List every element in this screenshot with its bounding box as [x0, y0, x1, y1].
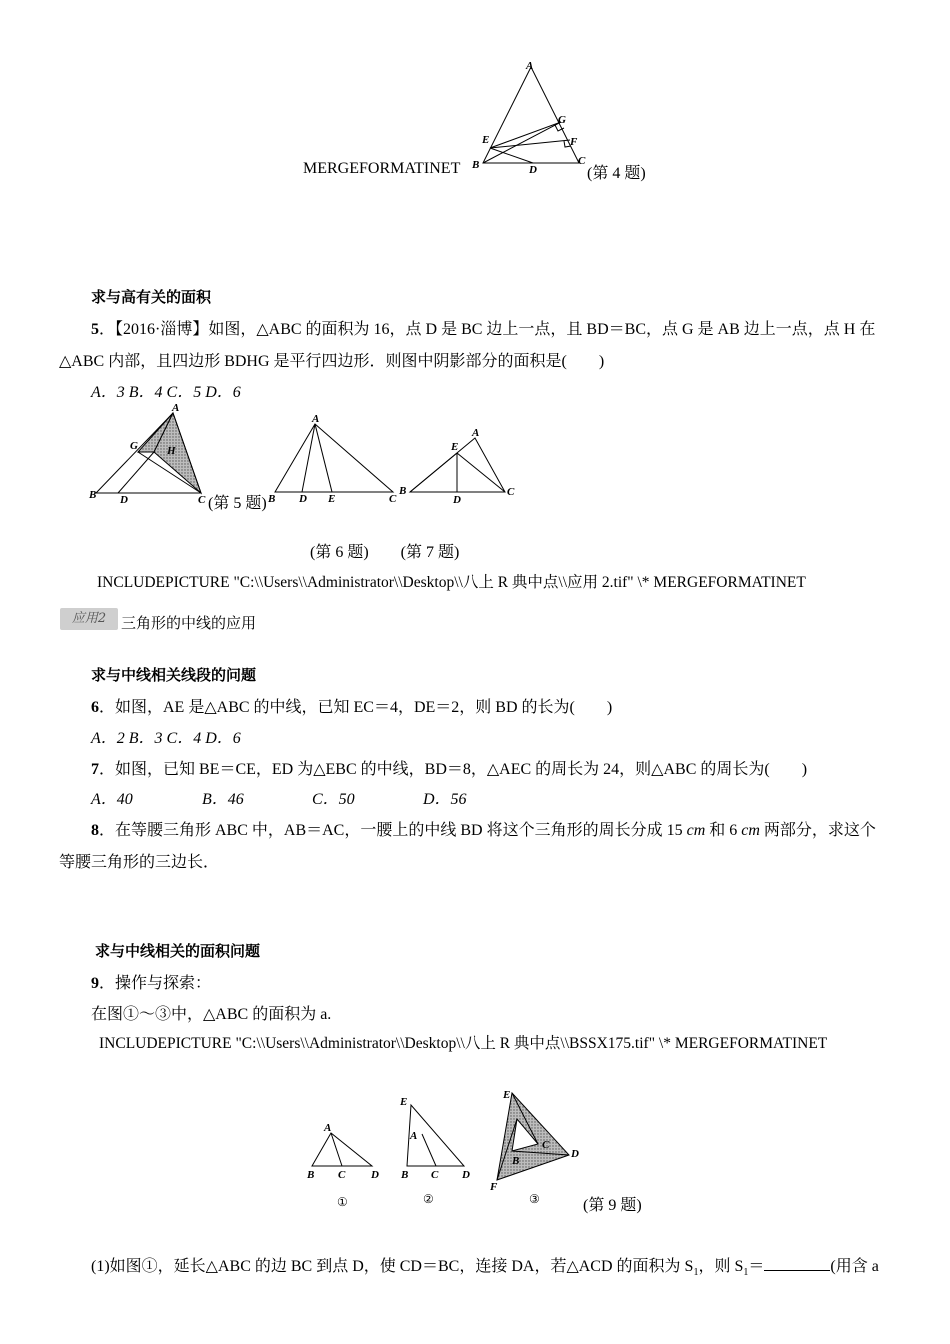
fig7-line-be: [410, 453, 457, 492]
q8-unit-2: cm: [741, 822, 760, 839]
q7-line: [91, 756, 807, 779]
fig5-label-b: B: [89, 489, 97, 501]
q7-text: ．如图，已知 BE＝CE，ED 为△EBC 的中线，BD＝8，△AEC 的周长为 24，则△ABC 的周长为( ): [99, 761, 808, 778]
q9-caption: (第 9 题): [583, 1197, 642, 1214]
fig5-label-a: A: [172, 402, 180, 414]
q7-option-d: D．56: [423, 791, 467, 808]
figure-q4: [470, 58, 590, 178]
fig6-label-e: E: [328, 493, 336, 505]
fig9-2-label-c: C: [431, 1169, 439, 1181]
q7-number: 7: [91, 761, 99, 778]
q5-number: 5: [91, 321, 99, 338]
q5-line1: [91, 316, 875, 339]
captions-q6-q7: (第 6 题) (第 7 题): [310, 544, 460, 561]
fig5-label-g: G: [130, 440, 138, 452]
fig9-1-label-c: C: [338, 1169, 346, 1181]
fig9-3-label-d: D: [571, 1148, 579, 1160]
q8-unit-1: cm: [686, 822, 706, 839]
q5-caption: (第 5 题): [208, 495, 267, 512]
q9-intro: 在图①～③中，△ABC 的面积为 a.: [91, 1006, 332, 1023]
app2-badge: 应用2: [60, 608, 118, 630]
q8-line1: [91, 817, 876, 840]
q7-option-c: C．50: [312, 791, 355, 808]
fig5-line-dh: [118, 452, 154, 493]
fig9-3-label-f: F: [490, 1181, 498, 1193]
q9-title: ．操作与探索：: [99, 975, 212, 992]
fig9-3-label-c: C: [542, 1139, 550, 1151]
fig9-3-label-b: B: [512, 1155, 520, 1167]
q6-number: 6: [91, 699, 99, 716]
fig7-label-d: D: [453, 494, 461, 506]
fig6-label-a: A: [312, 413, 320, 425]
q8-text-a: ．在等腰三角形 ABC 中，AB＝AC，一腰上的中线 BD 将这个三角形的周长分成 15: [99, 822, 687, 839]
q5-options: A．3 B．4 C．5 D．6: [91, 384, 241, 401]
q8-text-b: 和 6: [705, 822, 742, 839]
fig9-1-label: ①: [337, 1195, 348, 1209]
fig7-line-ec: [457, 453, 505, 492]
q9-part1-b: ，则 S: [698, 1258, 744, 1275]
q9-part1: [91, 1253, 879, 1278]
fig9-2-label: ②: [423, 1192, 434, 1206]
fig5-label-d: D: [120, 494, 128, 506]
fig4-label-a: A: [526, 60, 534, 72]
heading-median-area: 求与中线相关的面积问题: [95, 942, 261, 960]
figure-q5: [88, 400, 213, 510]
q6-text: ．如图，AE 是△ABC 的中线，已知 EC＝4，DE＝2，则 BD 的长为( ): [99, 699, 613, 716]
q8-number: 8: [91, 822, 99, 839]
fig9-2-label-a: A: [410, 1130, 418, 1142]
figure-q6: [265, 410, 405, 510]
fig4-label-e: E: [482, 134, 490, 146]
q9-part1-sub-1: 1: [693, 1267, 699, 1279]
include-picture-1: INCLUDEPICTURE "C:\\Users\\Administrator\\Desktop\\八上 R 典中点\\应用 2.tif" \* MERGEFORMATINET: [97, 574, 806, 591]
q6-options: A．2 B．3 C．4 D．6: [91, 730, 241, 747]
fig6-triangle: [275, 424, 393, 492]
fig7-label-a: A: [472, 427, 480, 439]
heading-height-area: 求与高有关的面积: [91, 288, 212, 306]
fig6-label-d: D: [299, 493, 307, 505]
include-picture-2: INCLUDEPICTURE "C:\\Users\\Administrator\\Desktop\\八上 R 典中点\\BSSX175.tif" \* MERGEFORMATINET: [99, 1035, 828, 1052]
app2-title: 三角形的中线的应用: [121, 614, 257, 632]
fig9-3-label-e: E: [503, 1089, 511, 1101]
q9-part1-sub-2: 1: [743, 1267, 749, 1279]
figure-q7: [395, 420, 525, 510]
q7-option-a: A．40: [91, 791, 133, 808]
fig9-2-label-b: B: [401, 1169, 409, 1181]
fig9-3-outer: [497, 1093, 569, 1180]
heading-median-segment: 求与中线相关线段的问题: [91, 666, 257, 684]
q9-part1-d: (用含 a: [830, 1258, 879, 1275]
q9-title-line: [91, 970, 211, 993]
fig9-2-label-d: D: [462, 1169, 470, 1181]
q6-line: [91, 694, 612, 717]
q9-answer-blank[interactable]: [764, 1256, 830, 1271]
fig7-label-c: C: [507, 486, 515, 498]
fig4-label-c: C: [578, 155, 586, 167]
fig4-caption: (第 4 题): [587, 165, 646, 182]
fig7-label-e: E: [451, 441, 459, 453]
fig4-label-f: F: [570, 136, 578, 148]
q5-text-1: ．【2016·淄博】如图，△ABC 的面积为 16，点 D 是 BC 边上一点，且 BD＝BC，点 G 是 AB 边上一点，点 H 在: [99, 321, 876, 338]
fig4-label-d: D: [529, 164, 537, 176]
fig5-label-h: H: [167, 445, 176, 457]
fig9-1-triangle: [312, 1133, 372, 1166]
figure-q9: [300, 1085, 600, 1215]
q9-part1-a: (1)如图①，延长△ABC 的边 BC 到点 D，使 CD＝BC，连接 DA，若△ACD 的面积为 S: [91, 1258, 694, 1275]
fig7-label-b: B: [399, 485, 407, 497]
fig6-line-ae: [315, 424, 332, 492]
q7-option-b: B．46: [202, 791, 244, 808]
fig9-2-label-e: E: [400, 1096, 408, 1108]
fig4-merge-text: MERGEFORMATINET: [303, 160, 461, 177]
fig4-label-g: G: [558, 114, 566, 126]
fig9-1-label-a: A: [324, 1122, 332, 1134]
fig4-label-b: B: [472, 159, 480, 171]
fig9-1-label-d: D: [371, 1169, 379, 1181]
fig9-2-line-ac: [422, 1134, 436, 1166]
q9-number: 9: [91, 975, 99, 992]
fig6-label-c: C: [389, 493, 397, 505]
fig6-label-b: B: [268, 493, 276, 505]
q5-line2: △ABC 内部，且四边形 BDHG 是平行四边形．则图中阴影部分的面积是( ): [59, 353, 605, 370]
q8-line2: 等腰三角形的三边长．: [59, 854, 220, 871]
q9-part1-c: ＝: [748, 1258, 765, 1275]
q8-text-c: 两部分，求这个: [759, 822, 876, 839]
fig9-1-label-b: B: [307, 1169, 315, 1181]
fig9-3-label: ③: [529, 1192, 540, 1206]
fig5-label-c: C: [198, 494, 206, 506]
